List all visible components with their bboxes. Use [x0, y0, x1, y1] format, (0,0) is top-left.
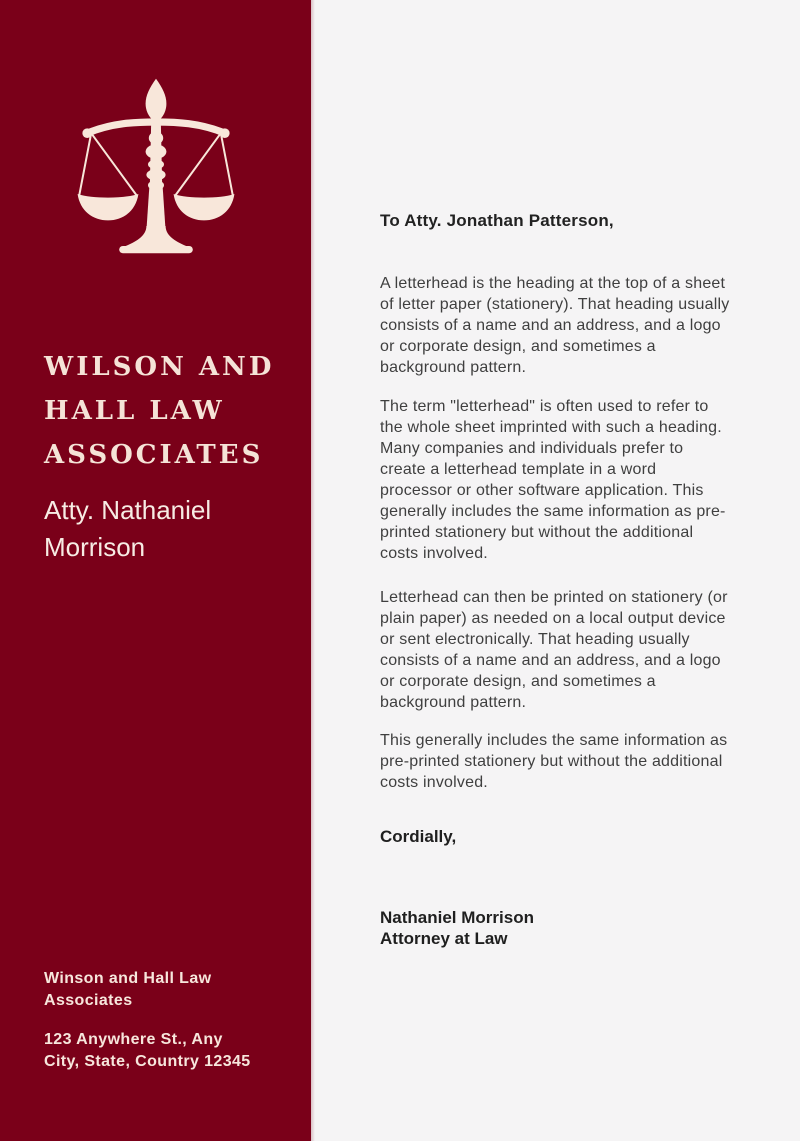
letter-body	[311, 0, 740, 1141]
firm-name-line: WILSON AND	[44, 352, 275, 382]
signature-block	[380, 907, 740, 949]
firm-name-line: HALL LAW	[44, 396, 225, 426]
letter-greeting: To Atty. Jonathan Patterson,	[380, 211, 614, 230]
attorney-name: Atty. Nathaniel Morrison	[44, 495, 212, 562]
signature-title: Attorney at Law	[380, 929, 508, 948]
signature-name: Nathaniel Morrison	[380, 908, 534, 927]
sidebar-edge	[311, 0, 315, 1141]
firm-name	[44, 345, 311, 477]
letter-paragraph: The term "letterhead" is often used to refer to the whole sheet imprinted with such a heading. Many companies and individuals prefer to create a letterhead template in a word processor or other software application. This generally includes the same information as pre-printed stationery but without the additional costs involved.	[380, 398, 726, 562]
sidebar	[0, 0, 311, 1141]
footer-address: 123 Anywhere St., Any City, State, Country 12345	[44, 1031, 251, 1070]
scales-of-justice-icon	[76, 77, 236, 255]
footer-firm-name: Winson and Hall Law Associates	[44, 970, 212, 1009]
letter-paragraph: A letterhead is the heading at the top of a sheet of letter paper (stationery). That heading usually consists of a name and an address, and a logo or corporate design, and sometimes a background pattern.	[380, 275, 730, 376]
letter-closing: Cordially,	[380, 827, 457, 846]
letter-paragraph: Letterhead can then be printed on stationery (or plain paper) as needed on a local output device or sent electronically. That heading usually consists of a name and an address, and a logo or corporate design, and sometimes a background pattern.	[380, 589, 728, 711]
firm-name-line: ASSOCIATES	[44, 440, 264, 470]
sidebar-footer	[44, 968, 251, 1073]
letter-paragraph: This generally includes the same information as pre-printed stationery but without the additional costs involved.	[380, 732, 728, 791]
